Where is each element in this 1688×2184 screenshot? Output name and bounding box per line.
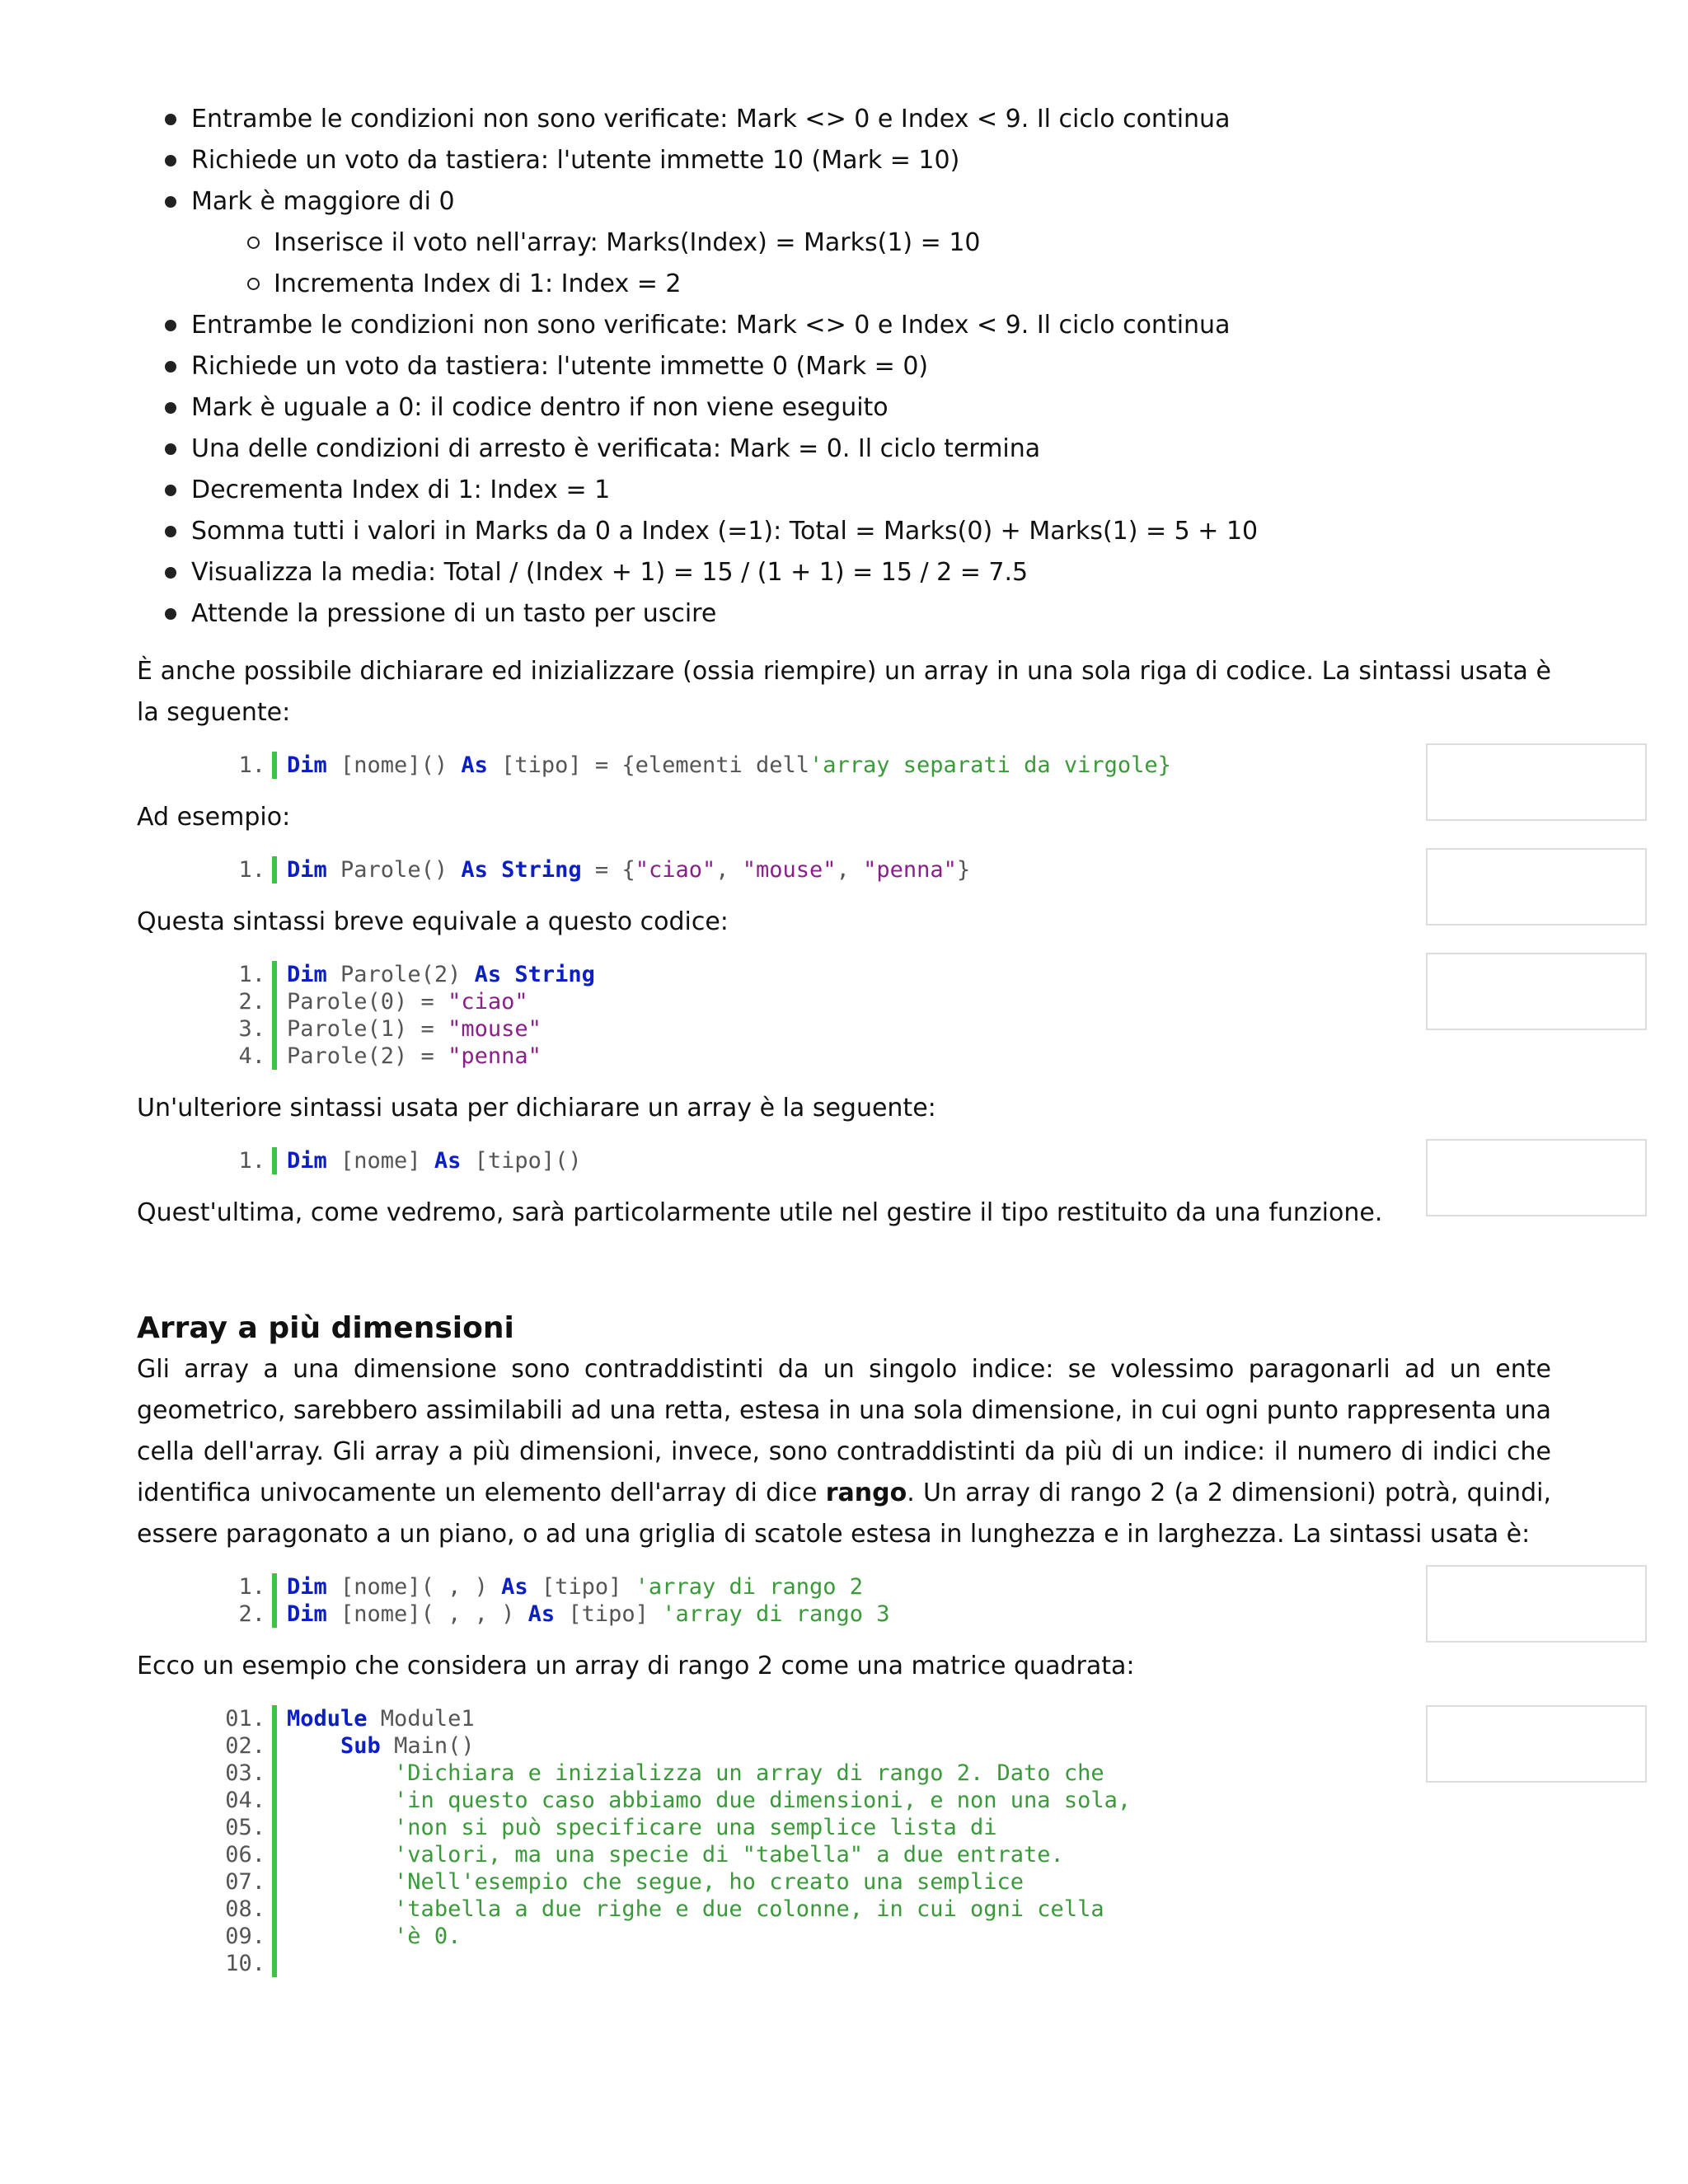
line-number: 1. [238,752,265,778]
keyword: As [461,857,488,883]
code-text: [nome] [326,1148,434,1174]
paragraph-text: Gli array a una dimensione sono contraddistinti da un singolo indice: se volessimo paragonarli ad un ente geometrico, sarebbero assimilabili ad una retta, estesa in una sola dimensione, in cui ogni punto rappresenta una cella dell'array. Gli array a più dimensioni, invece, sono contraddistinti da più di un indice: il numero di indici che identifica univocamente un elemento dell'array di dice [137,1355,1551,1507]
code-comment: 'Nell'esempio che segue, ho creato una semplice [394,1869,1025,1895]
code-text: [tipo]() [461,1148,582,1174]
paragraph-text: . Un array di rango 2 (a 2 dimensioni) potrà, quindi, essere paragonato a un piano, o ad una griglia di scatole estesa in lunghezza e in larghezza. La sintassi usata è: [137,1479,1551,1549]
sub-list [191,223,1551,305]
keyword: Dim [287,1574,327,1600]
keyword: String [501,857,582,883]
keyword: As [474,962,502,987]
code-line [183,1015,1551,1043]
code-text: Parole(0) = [287,989,448,1015]
code-line [183,961,1551,988]
list-item [191,470,1551,511]
line-number: 05. [225,1815,265,1840]
paragraph-inline-init: È anche possibile dichiarare ed inizializzare (ossia riempire) un array in una sola riga di codice. La sintassi usata è la seguente: [137,657,1551,727]
steps-list [137,99,1551,635]
list-item-text: Visualizza la media: Total / (Index + 1) = 15 / (1 + 1) = 15 / 2 = 7.5 [191,558,1029,587]
keyword: Module [287,1706,368,1732]
keyword: Dim [287,857,327,883]
list-item [191,99,1551,140]
code-line [183,1896,1551,1923]
code-text: Parole(2) [326,962,475,987]
code-block-example [137,856,1551,883]
keyword: String [514,962,595,987]
document-page [137,99,1551,1975]
code-comment: 'valori, ma una specie di "tabella" a due entrate. [394,1842,1064,1868]
code-text: [tipo] [528,1574,635,1600]
paragraph-equivalent: Questa sintassi breve equivale a questo codice: [137,907,729,936]
keyword: Dim [287,1601,327,1627]
list-item-text: Attende la pressione di un tasto per uscire [191,599,717,628]
code-string: "mouse" [742,857,837,883]
paragraph-example: Ad esempio: [137,803,291,832]
code-comment: 'tabella a due righe e due colonne, in cui ogni cella [394,1896,1104,1922]
code-line [183,1147,1551,1174]
code-toolbar-box[interactable] [1426,848,1647,926]
code-text: = { [581,857,635,883]
code-toolbar-box[interactable] [1426,1705,1647,1783]
sub-list-item-text: Incrementa Index di 1: Index = 2 [274,269,682,298]
code-text: Parole(2) = [287,1043,448,1069]
code-text: , [836,857,864,883]
list-item-text: Entrambe le condizioni non sono verificate: Mark <> 0 e Index < 9. Il ciclo continua [191,105,1231,134]
code-line [183,1573,1551,1601]
list-item-text: Richiede un voto da tastiera: l'utente immette 0 (Mark = 0) [191,352,929,381]
list-item-text: Richiede un voto da tastiera: l'utente immette 10 (Mark = 10) [191,146,960,175]
line-number: 4. [238,1043,265,1069]
paragraph-multidim [137,1349,1551,1555]
code-line [183,752,1551,779]
code-line [183,1732,1551,1760]
code-line [183,1760,1551,1787]
bold-term: rango [825,1479,907,1507]
code-comment: 'array separati da virgole} [809,752,1171,778]
code-text: [nome]() [326,752,462,778]
code-text: [tipo] = {elementi dell [487,752,809,778]
code-line [183,1814,1551,1841]
keyword: Sub [340,1733,381,1759]
keyword: As [461,752,488,778]
line-number: 2. [238,1601,265,1627]
code-block-module [137,1705,1551,1976]
code-text: [nome]( , ) [326,1574,502,1600]
code-string: "mouse" [448,1016,542,1042]
code-block-alt-syntax [137,1147,1551,1174]
code-line [183,1043,1551,1070]
list-item-text: Somma tutti i valori in Marks da 0 a Index (=1): Total = Marks(0) + Marks(1) = 5 + 10 [191,517,1259,546]
line-number: 01. [225,1706,265,1732]
code-comment: 'Dichiara e inizializza un array di rango 2. Dato che [394,1760,1104,1786]
code-comment: 'è 0. [394,1924,462,1949]
code-toolbar-box[interactable] [1426,743,1647,821]
keyword: Dim [287,1148,327,1174]
section-heading: Array a più dimensioni [137,1311,514,1345]
list-item-text: Mark è maggiore di 0 [191,187,455,216]
code-line [183,1841,1551,1868]
code-comment: 'array di rango 2 [635,1574,864,1600]
code-text [488,857,501,883]
list-item-text: Decrementa Index di 1: Index = 1 [191,476,611,504]
line-number: 02. [225,1733,265,1759]
line-number: 1. [238,962,265,987]
code-line [183,1601,1551,1628]
code-line [183,1923,1551,1950]
list-item [191,593,1551,635]
code-block-equivalent [137,961,1551,1070]
code-indent [287,1733,340,1759]
code-toolbar-box[interactable] [1426,1139,1647,1216]
line-number: 06. [225,1842,265,1868]
code-string: "penna" [863,857,957,883]
list-item [191,387,1551,429]
list-item [191,346,1551,387]
code-toolbar-box[interactable] [1426,1565,1647,1643]
line-number: 09. [225,1924,265,1949]
code-line [183,856,1551,883]
code-line [183,1868,1551,1896]
list-item [191,429,1551,470]
paragraph-function-note: Quest'ultima, come vedremo, sarà particolarmente utile nel gestire il tipo restituito da una funzione. [137,1198,1383,1227]
list-item [191,140,1551,181]
code-string: "penna" [448,1043,542,1069]
code-text: } [956,857,971,883]
list-item [191,305,1551,346]
code-text: [tipo] [555,1601,663,1627]
code-block-rank-syntax [137,1573,1551,1628]
code-text: [nome]( , , ) [326,1601,528,1627]
code-line [183,1950,1551,1977]
line-number: 08. [225,1896,265,1922]
code-text: Module1 [367,1706,475,1732]
keyword: As [528,1601,556,1627]
list-item [191,552,1551,593]
code-comment: 'array di rango 3 [662,1601,890,1627]
line-number: 1. [238,1148,265,1174]
line-number: 1. [238,857,265,883]
sub-list-item [274,223,1551,264]
keyword: As [501,1574,528,1600]
list-item-text: Una delle condizioni di arresto è verificata: Mark = 0. Il ciclo termina [191,434,1041,463]
code-text [501,962,514,987]
sub-list-item [274,264,1551,305]
list-item-text: Entrambe le condizioni non sono verificate: Mark <> 0 e Index < 9. Il ciclo continua [191,311,1231,340]
line-number: 2. [238,989,265,1015]
code-text: Parole() [326,857,462,883]
list-item-text: Mark è uguale a 0: il codice dentro if non viene eseguito [191,393,889,422]
line-number: 1. [238,1574,265,1600]
paragraph-alt-syntax: Un'ulteriore sintassi usata per dichiarare un array è la seguente: [137,1094,936,1122]
line-number: 04. [225,1788,265,1813]
code-text: Main() [380,1733,475,1759]
list-item [191,511,1551,552]
sub-list-item-text: Inserisce il voto nell'array: Marks(Index) = Marks(1) = 10 [274,228,981,257]
code-comment: 'non si può specificare una semplice lista di [394,1815,997,1840]
line-number: 3. [238,1016,265,1042]
code-line [183,988,1551,1015]
code-text: Parole(1) = [287,1016,448,1042]
paragraph-matrix-example: Ecco un esempio che considera un array di rango 2 come una matrice quadrata: [137,1652,1135,1680]
keyword: Dim [287,962,327,987]
code-toolbar-box[interactable] [1426,953,1647,1030]
code-string: "ciao" [635,857,716,883]
line-number: 03. [225,1760,265,1786]
list-item [191,181,1551,305]
code-line [183,1705,1551,1732]
keyword: Dim [287,752,327,778]
code-comment: 'in questo caso abbiamo due dimensioni, e non una sola, [394,1788,1132,1813]
line-number: 07. [225,1869,265,1895]
code-text: , [715,857,743,883]
code-line [183,1787,1551,1814]
line-number: 10. [225,1951,265,1976]
code-block-syntax [137,752,1551,779]
code-string: "ciao" [448,989,528,1015]
keyword: As [434,1148,462,1174]
